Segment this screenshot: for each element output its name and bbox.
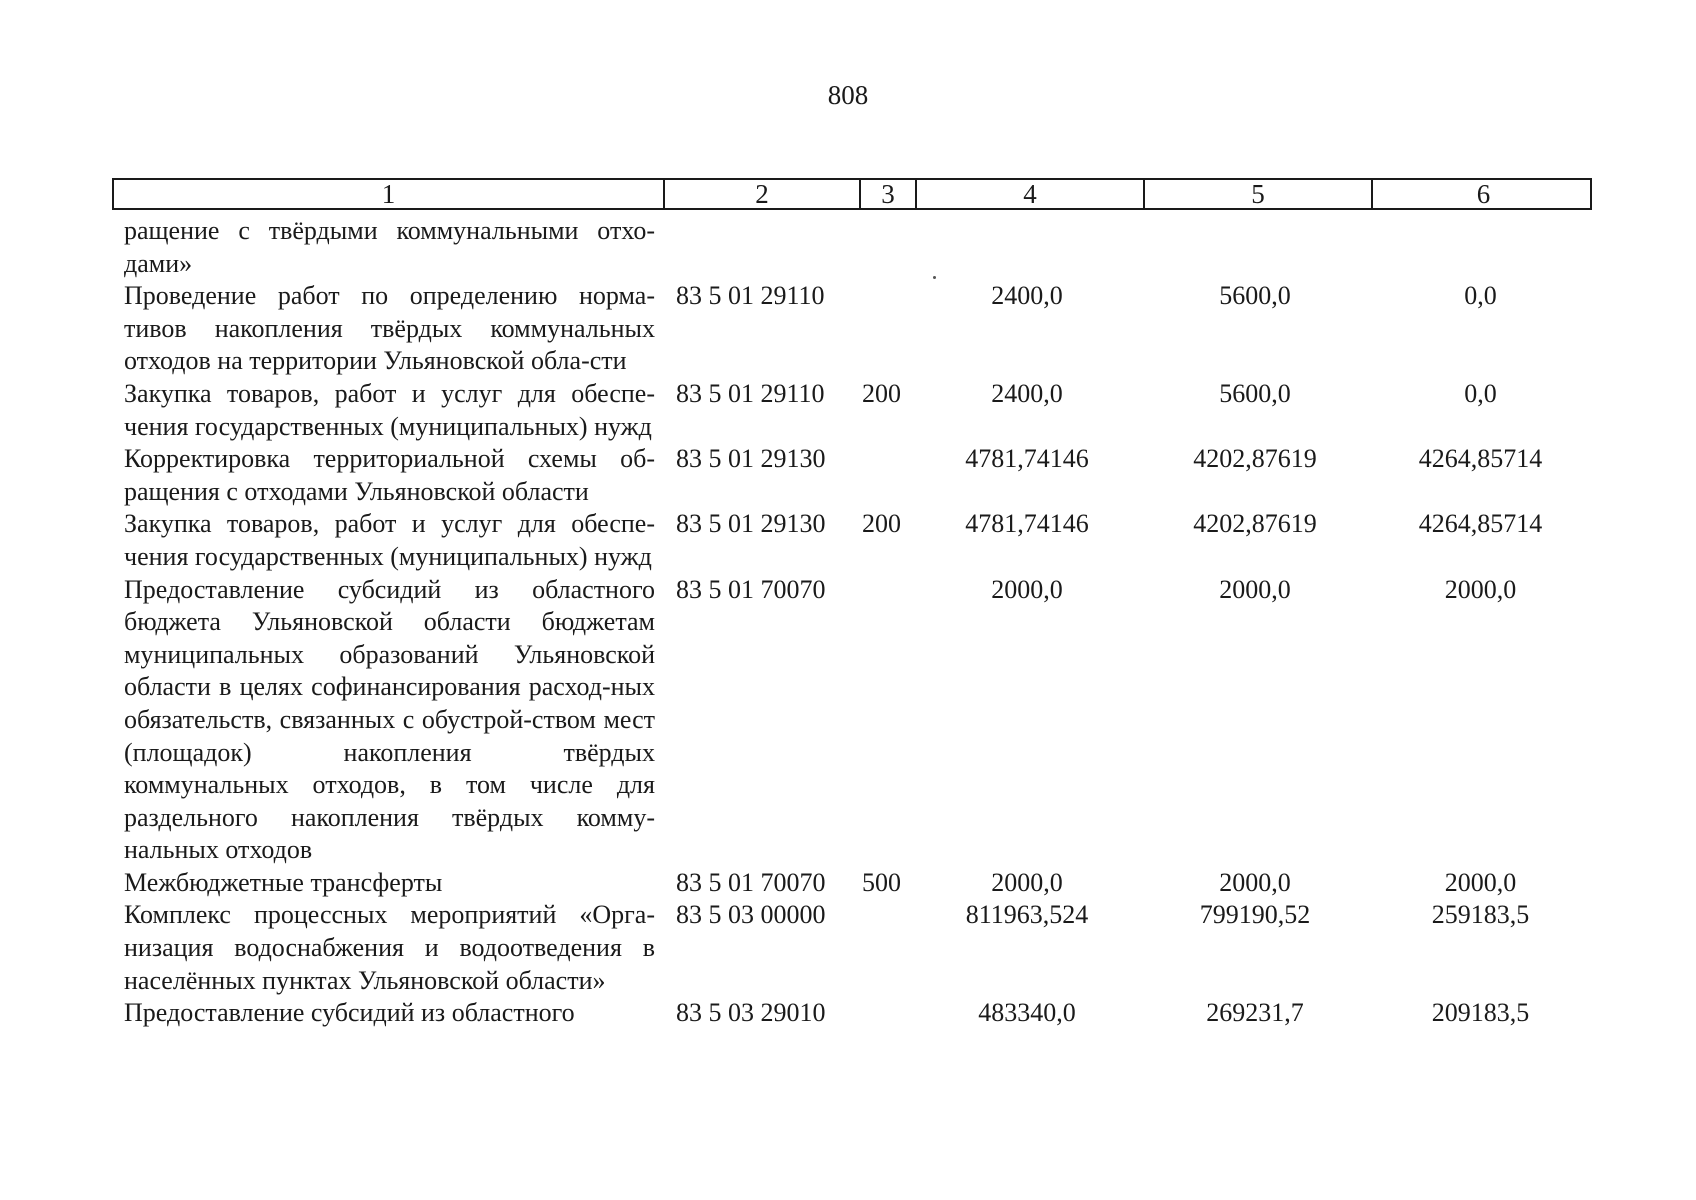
row-expense-type bbox=[857, 280, 913, 378]
row-expense-type bbox=[857, 997, 913, 1030]
table-row bbox=[112, 867, 1592, 900]
row-description: Межбюджетные трансферты bbox=[124, 867, 443, 897]
column-header-5: 5 bbox=[1143, 180, 1371, 208]
table-row bbox=[112, 443, 1592, 508]
row-value-col6: 209183,5 bbox=[1431, 998, 1530, 1028]
row-value-col4 bbox=[913, 215, 1141, 280]
table-row bbox=[112, 508, 1592, 573]
row-value-col6: 4264,85714 bbox=[1418, 444, 1543, 474]
row-value-col4: 2400,0 bbox=[991, 281, 1063, 311]
row-code: 83 5 03 29010 bbox=[676, 998, 826, 1028]
table-row bbox=[112, 215, 1592, 280]
row-code: 83 5 01 29110 bbox=[676, 281, 825, 311]
column-header-3: 3 bbox=[859, 180, 915, 208]
row-value-col5: 4202,87619 bbox=[1193, 509, 1317, 539]
scan-speck bbox=[933, 276, 936, 279]
row-description: Закупка товаров, работ и услуг для обеспе-чения государственных (муниципальных) нужд bbox=[124, 378, 655, 441]
table-row bbox=[112, 574, 1592, 867]
row-description: Корректировка территориальной схемы об-ращения с отходами Ульяновской области bbox=[124, 444, 655, 506]
table-body bbox=[112, 215, 1592, 1030]
row-expense-type: 500 bbox=[862, 867, 901, 897]
table-row bbox=[112, 378, 1592, 443]
column-header-6: 6 bbox=[1371, 180, 1594, 208]
page-number: 808 bbox=[827, 80, 869, 110]
row-value-col5: 2000,0 bbox=[1219, 574, 1291, 604]
row-value-col4: 2000,0 bbox=[991, 574, 1063, 604]
row-value-col6: 259183,5 bbox=[1431, 900, 1530, 930]
table-row bbox=[112, 899, 1592, 997]
row-expense-type bbox=[857, 574, 913, 867]
row-expense-type: 200 bbox=[862, 509, 901, 539]
row-code: 83 5 03 00000 bbox=[676, 900, 826, 930]
table-row bbox=[112, 280, 1592, 378]
row-value-col4: 2400,0 bbox=[991, 378, 1063, 408]
column-header-2: 2 bbox=[663, 180, 859, 208]
row-value-col6: 0,0 bbox=[1464, 281, 1497, 311]
row-value-col5: 269231,7 bbox=[1206, 998, 1304, 1028]
table-row bbox=[112, 997, 1592, 1030]
row-expense-type bbox=[857, 899, 913, 997]
row-code: 83 5 01 29130 bbox=[676, 509, 826, 539]
row-value-col5: 5600,0 bbox=[1219, 281, 1291, 311]
row-description: Закупка товаров, работ и услуг для обеспе-чения государственных (муниципальных) нужд bbox=[124, 509, 655, 571]
row-description: Проведение работ по определению норма-тивов накопления твёрдых коммунальных отходов на территории Ульяновской обла-сти bbox=[124, 281, 655, 376]
row-code: 83 5 01 70070 bbox=[676, 574, 826, 604]
row-value-col4: 2000,0 bbox=[991, 867, 1063, 897]
row-description: ращение с твёрдыми коммунальными отхо-дами» bbox=[124, 216, 655, 278]
row-value-col5 bbox=[1141, 215, 1369, 280]
row-value-col5: 4202,87619 bbox=[1193, 444, 1317, 474]
column-header-4: 4 bbox=[915, 180, 1143, 208]
column-header-1: 1 bbox=[381, 179, 396, 209]
row-value-col5: 2000,0 bbox=[1219, 867, 1291, 897]
row-code: 83 5 01 29110 bbox=[676, 378, 825, 408]
row-value-col4: 4781,74146 bbox=[965, 444, 1089, 474]
row-code: 83 5 01 70070 bbox=[676, 867, 826, 897]
table-header bbox=[112, 178, 1592, 210]
row-expense-type bbox=[857, 443, 913, 508]
row-description: Предоставление субсидий из областного бюджета Ульяновской области бюджетам муниципальных образований Ульяновской области в целях софинансирования расход-ных обязательств, связанных с обустрой-ством мест (площадок) накопления твёрдых коммунальных отходов, в том числе для раздельного накопления твёрдых комму-нальных отходов bbox=[124, 574, 655, 865]
row-value-col4: 4781,74146 bbox=[965, 509, 1089, 539]
row-expense-type bbox=[857, 215, 913, 280]
row-value-col6: 2000,0 bbox=[1444, 574, 1517, 604]
row-value-col4: 811963,524 bbox=[965, 900, 1089, 930]
row-description: Предоставление субсидий из областного bbox=[124, 998, 575, 1028]
row-value-col6 bbox=[1369, 215, 1592, 280]
row-value-col6: 0,0 bbox=[1464, 378, 1497, 408]
row-value-col6: 2000,0 bbox=[1444, 867, 1517, 897]
row-code bbox=[661, 215, 857, 280]
row-value-col5: 799190,52 bbox=[1199, 900, 1311, 930]
row-code: 83 5 01 29130 bbox=[676, 444, 826, 474]
row-expense-type: 200 bbox=[862, 378, 901, 408]
row-value-col4: 483340,0 bbox=[978, 998, 1076, 1028]
row-description: Комплекс процессных мероприятий «Орга-низация водоснабжения и водоотведения в населённых пунктах Ульяновской области» bbox=[124, 900, 655, 995]
row-value-col6: 4264,85714 bbox=[1418, 509, 1543, 539]
row-value-col5: 5600,0 bbox=[1219, 378, 1291, 408]
